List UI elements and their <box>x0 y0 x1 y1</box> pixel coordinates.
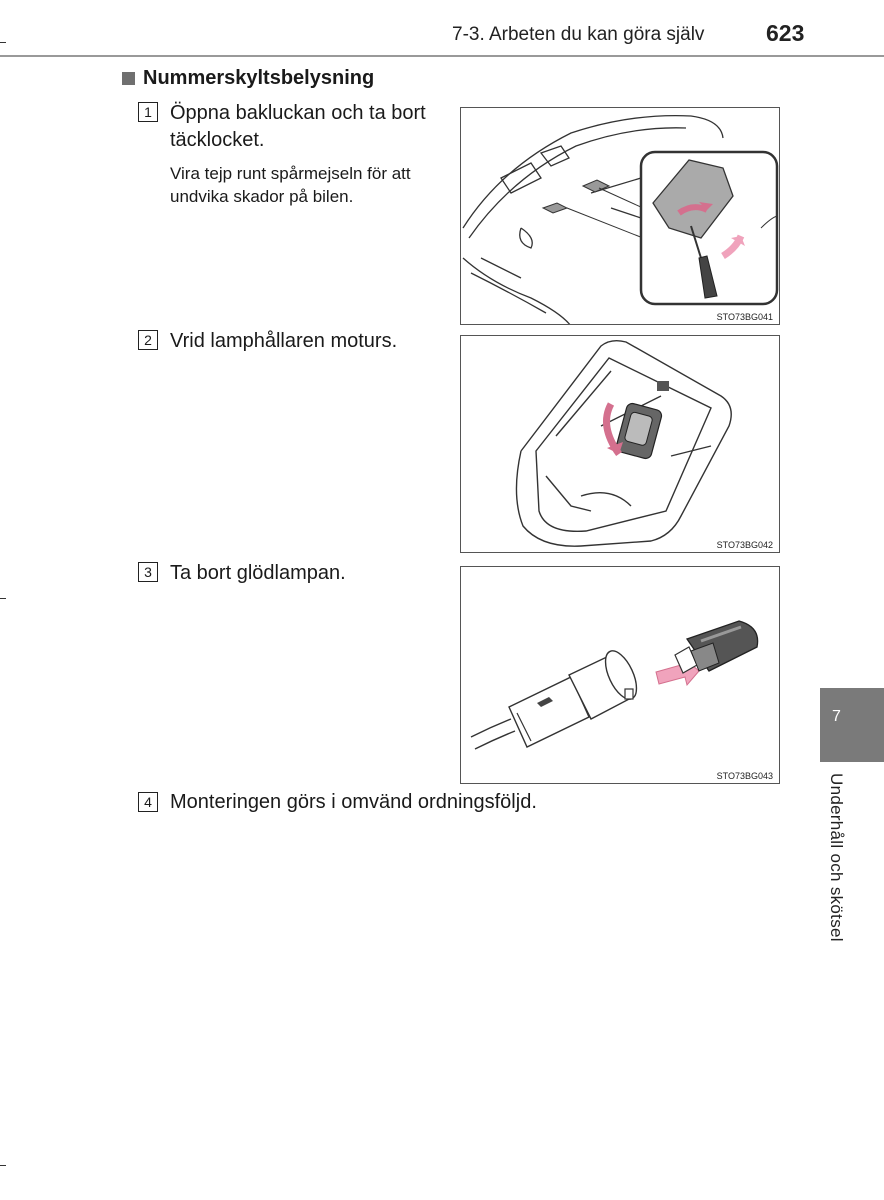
crop-mark <box>0 42 6 43</box>
chapter-header-title: 7-3. Arbeten du kan göra själv <box>452 24 705 45</box>
figure-bulb-removal <box>460 566 780 784</box>
figure-lamp-holder-twist <box>460 335 780 553</box>
page-number: 623 <box>766 20 805 46</box>
chapter-side-label: Underhåll och skötsel <box>827 773 846 942</box>
step-1-note-line2: undvika skador på bilen. <box>170 187 354 206</box>
step-4-text: Monteringen görs i omvänd ordningsföljd. <box>170 791 537 813</box>
step-3-text: Ta bort glödlampan. <box>170 562 346 584</box>
section-heading-text: Nummerskyltsbelysning <box>143 67 375 89</box>
step-number-3: 3 <box>138 562 158 582</box>
step-number-1: 1 <box>138 102 158 122</box>
section-heading <box>122 67 374 90</box>
bulb-removal-illustration <box>461 567 780 784</box>
heading-square-icon <box>122 72 135 85</box>
chapter-number: 7 <box>832 708 841 725</box>
figure-trunk-lid-cover <box>460 107 780 325</box>
lamp-holder-illustration <box>461 336 780 553</box>
figure-code-1: STO73BG041 <box>716 312 773 322</box>
crop-mark <box>0 1165 6 1166</box>
step-1-text <box>170 100 426 154</box>
step-number-4: 4 <box>138 792 158 812</box>
header-divider <box>0 55 884 57</box>
step-2-text: Vrid lamphållaren moturs. <box>170 330 398 352</box>
trunk-lid-illustration <box>461 108 780 325</box>
step-1-text-line2: täcklocket. <box>170 129 265 151</box>
step-1-text-line1: Öppna bakluckan och ta bort <box>170 102 426 124</box>
step-1-note-line1: Vira tejp runt spårmejseln för att <box>170 164 411 183</box>
crop-mark <box>0 598 6 599</box>
figure-code-2: STO73BG042 <box>716 540 773 550</box>
step-number-2: 2 <box>138 330 158 350</box>
chapter-side-tab <box>820 688 884 762</box>
step-1-note <box>170 162 455 208</box>
figure-code-3: STO73BG043 <box>716 771 773 781</box>
